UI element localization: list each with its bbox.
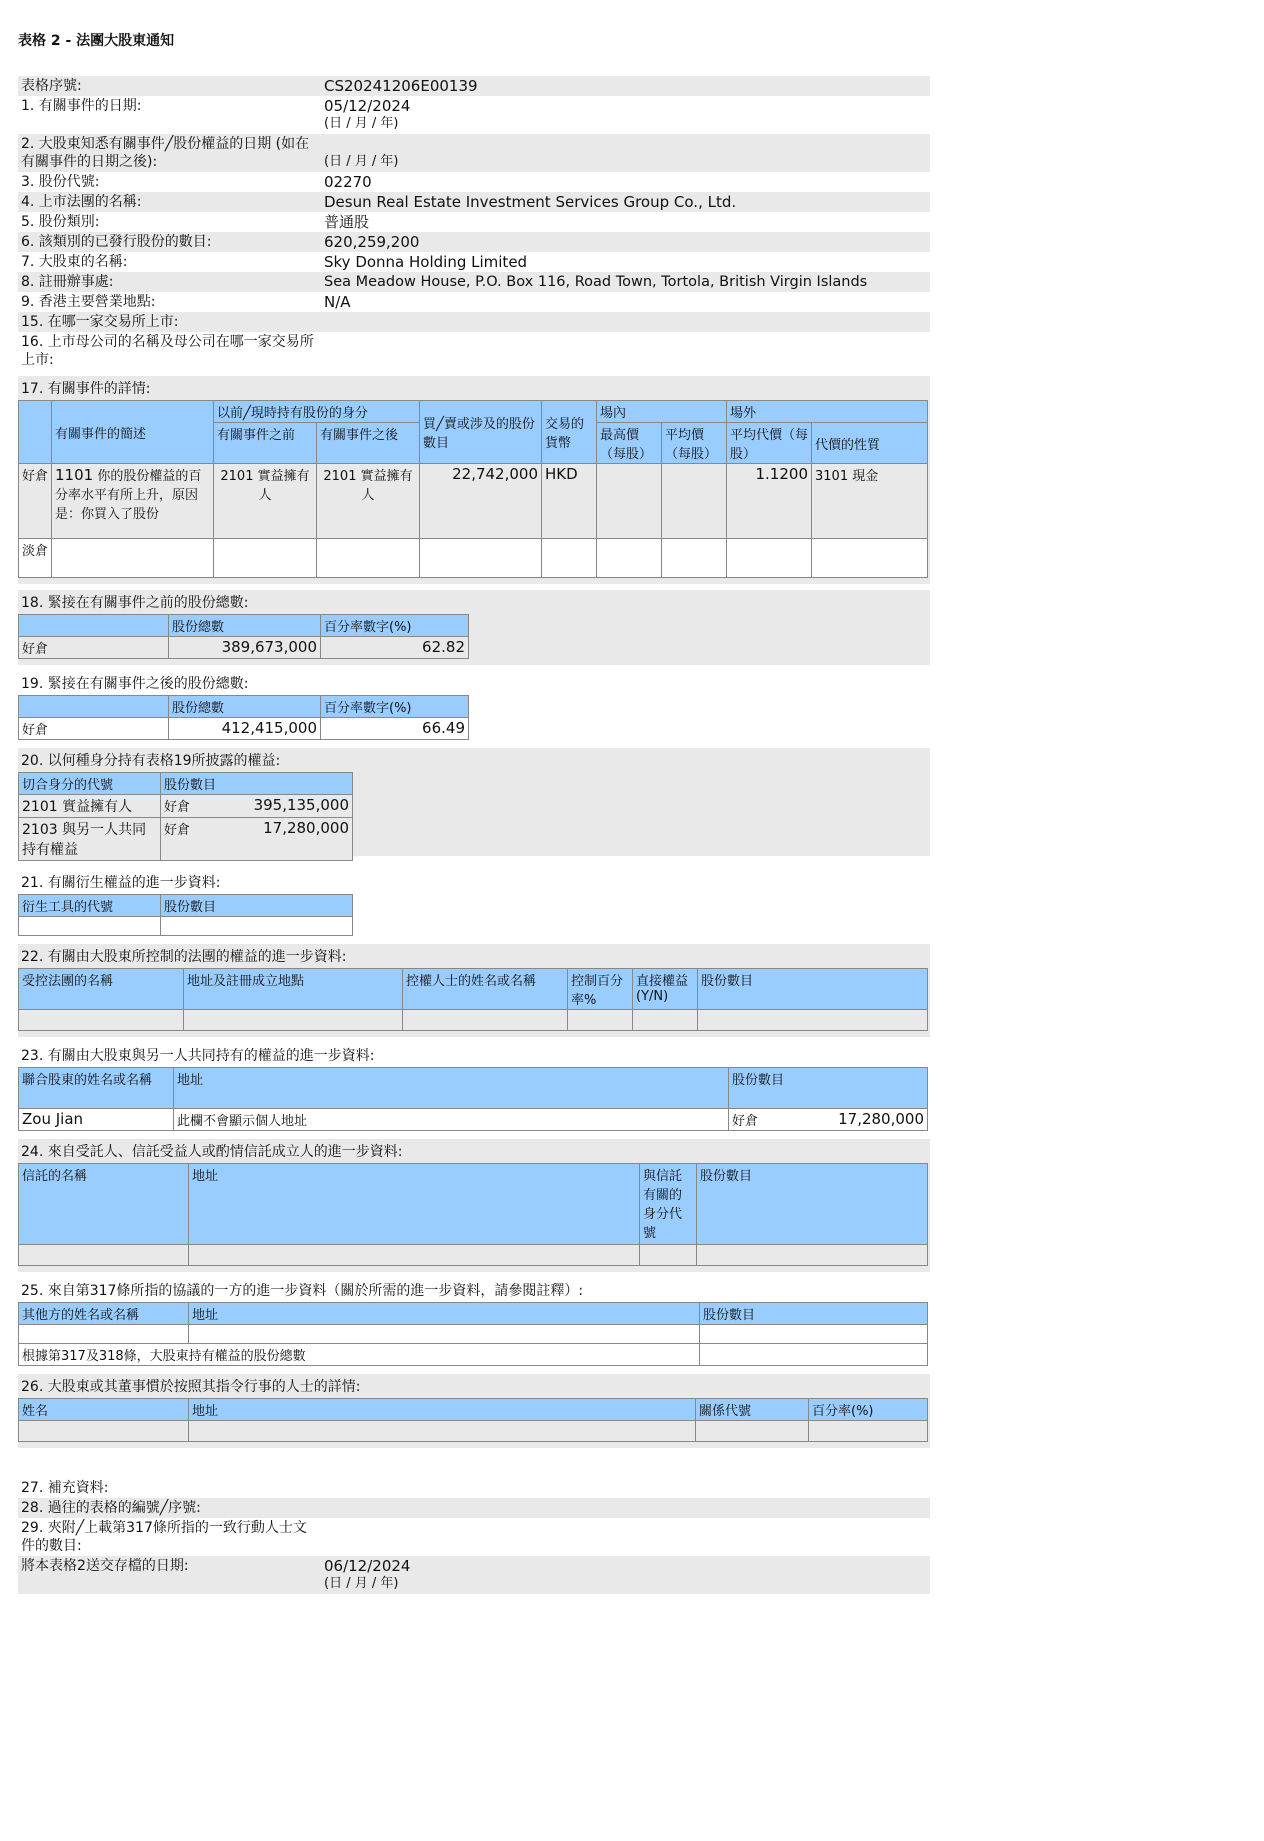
derivatives-table: 衍生工具的代號 股份數目 — [18, 894, 353, 936]
section-23: 23. 有關由大股東與另一人共同持有的權益的進一步資料: 聯合股東的姓名或名稱 地址 股份數目 Zou Jian 此欄不會顯示個人地址 好倉 17,280,000 — [18, 1043, 930, 1133]
section-17: 17. 有關事件的詳情: 有關事件的簡述 以前╱現時持有股份的身分 買╱賣或涉及的股份數目 交易的貨幣 場內 場外 有關事件之前 有關事件之後 最高價 （每股） 平均價 （每股） 平均代價（每股） 代價的性質 好倉 1101 你的股份權益的百分率水平有所上升，原因是：你買入了股份 2101 實益擁有人 2101 實益擁有人 22,742,000 HKD 1.1200 3101 現金 淡倉 — [18, 376, 930, 584]
info-row: 7. 大股東的名稱: Sky Donna Holding Limited — [18, 252, 930, 272]
info-row: 4. 上市法團的名稱: Desun Real Estate Investment Services Group Co., Ltd. — [18, 192, 930, 212]
info-row: 3. 股份代號: 02270 — [18, 172, 930, 192]
form-page — [18, 30, 930, 1594]
basic-info-table — [18, 76, 930, 370]
section-25: 25. 來自第317條所指的協議的一方的進一步資料（關於所需的進一步資料，請參閱註釋）: 其他方的姓名或名稱 地址 股份數目 根據第317及318條，大股東持有權益的股份總數 — [18, 1278, 930, 1368]
directors-table: 姓名 地址 關係代號 百分率(%) — [18, 1398, 928, 1442]
section-18: 18. 緊接在有關事件之前的股份總數: 股份總數 百分率數字(%) 好倉 389,673,000 62.82 — [18, 590, 930, 665]
info-row: 2. 大股東知悉有關事件╱股份權益的日期 (如在有關事件的日期之後): (日 / 月 / 年) — [18, 134, 930, 172]
section-24: 24. 來自受託人、信託受益人或酌情信託成立人的進一步資料: 信託的名稱 地址 與信託有關的身分代號 股份數目 — [18, 1139, 930, 1272]
info-row: 6. 該類別的已發行股份的數目: 620,259,200 — [18, 232, 930, 252]
section-22: 22. 有關由大股東所控制的法團的權益的進一步資料: 受控法團的名稱 地址及註冊成立地點 控權人士的姓名或名稱 控制百分率% 直接權益(Y/N) 股份數目 — [18, 944, 930, 1037]
info-row: 1. 有關事件的日期: 05/12/2024 (日 / 月 / 年) — [18, 96, 930, 134]
section-21: 21. 有關衍生權益的進一步資料: 衍生工具的代號 股份數目 — [18, 870, 930, 938]
section-20: 20. 以何種身分持有表格19所披露的權益: 切合身分的代號 股份數目 2101 實益擁有人 好倉 395,135,000 2103 與另一人共同持有權益 好倉 17,280,000 — [18, 748, 930, 856]
joint-holder-table: 聯合股東的姓名或名稱 地址 股份數目 Zou Jian 此欄不會顯示個人地址 好倉 17,280,000 — [18, 1067, 928, 1131]
info-row: 28. 過往的表格的編號╱序號: — [18, 1498, 930, 1518]
controlled-corp-table: 受控法團的名稱 地址及註冊成立地點 控權人士的姓名或名稱 控制百分率% 直接權益(Y/N) 股份數目 — [18, 968, 928, 1031]
long-position-row: 好倉 1101 你的股份權益的百分率水平有所上升，原因是：你買入了股份 2101 實益擁有人 2101 實益擁有人 22,742,000 HKD 1.1200 3101 現金 — [19, 464, 928, 539]
event-details-table: 有關事件的簡述 以前╱現時持有股份的身分 買╱賣或涉及的股份數目 交易的貨幣 場內 場外 有關事件之前 有關事件之後 最高價 （每股） 平均價 （每股） 平均代價（每股） 代價的性質 好倉 1101 你的股份權益的百分率水平有所上升，原因是：你買入了股份 2101 實益擁有人 2101 實益擁有人 22,742,000 HKD 1.1200 3101 現金 淡倉 — [18, 400, 928, 578]
capacity-table: 切合身分的代號 股份數目 2101 實益擁有人 好倉 395,135,000 2103 與另一人共同持有權益 好倉 17,280,000 — [18, 772, 353, 861]
info-row: 27. 補充資料: — [18, 1478, 930, 1498]
form-title: 表格 2 - 法團大股東通知 — [18, 33, 175, 49]
shares-before-table: 股份總數 百分率數字(%) 好倉 389,673,000 62.82 — [18, 614, 469, 659]
capacity-row: 2101 實益擁有人 好倉 395,135,000 — [19, 795, 353, 818]
tail-info-table — [18, 1478, 930, 1594]
section-26: 26. 大股東或其董事慣於按照其指令行事的人士的詳情: 姓名 地址 關係代號 百分率(%) — [18, 1374, 930, 1448]
info-row: 將本表格2送交存檔的日期: 06/12/2024 (日 / 月 / 年) — [18, 1556, 930, 1594]
info-row: 8. 註冊辦事處: Sea Meadow House, P.O. Box 116, Road Town, Tortola, British Virgin Islands — [18, 272, 930, 292]
joint-holder-row: Zou Jian 此欄不會顯示個人地址 好倉 17,280,000 — [19, 1109, 928, 1131]
info-row: 表格序號: CS20241206E00139 — [18, 76, 930, 96]
info-row: 15. 在哪一家交易所上市: — [18, 312, 930, 332]
trust-table: 信託的名稱 地址 與信託有關的身分代號 股份數目 — [18, 1163, 928, 1266]
info-row: 9. 香港主要營業地點: N/A — [18, 292, 930, 312]
section-19: 19. 緊接在有關事件之後的股份總數: 股份總數 百分率數字(%) 好倉 412,415,000 66.49 — [18, 671, 930, 742]
shares-after-table: 股份總數 百分率數字(%) 好倉 412,415,000 66.49 — [18, 695, 469, 740]
info-row: 5. 股份類別: 普通股 — [18, 212, 930, 232]
info-row: 16. 上市母公司的名稱及母公司在哪一家交易所上市: — [18, 332, 930, 370]
short-position-row: 淡倉 — [19, 539, 928, 578]
capacity-row: 2103 與另一人共同持有權益 好倉 17,280,000 — [19, 818, 353, 861]
agreement-party-table: 其他方的姓名或名稱 地址 股份數目 根據第317及318條，大股東持有權益的股份總數 — [18, 1302, 928, 1366]
info-row: 29. 夾附╱上載第317條所指的一致行動人士文件的數目: — [18, 1518, 930, 1556]
